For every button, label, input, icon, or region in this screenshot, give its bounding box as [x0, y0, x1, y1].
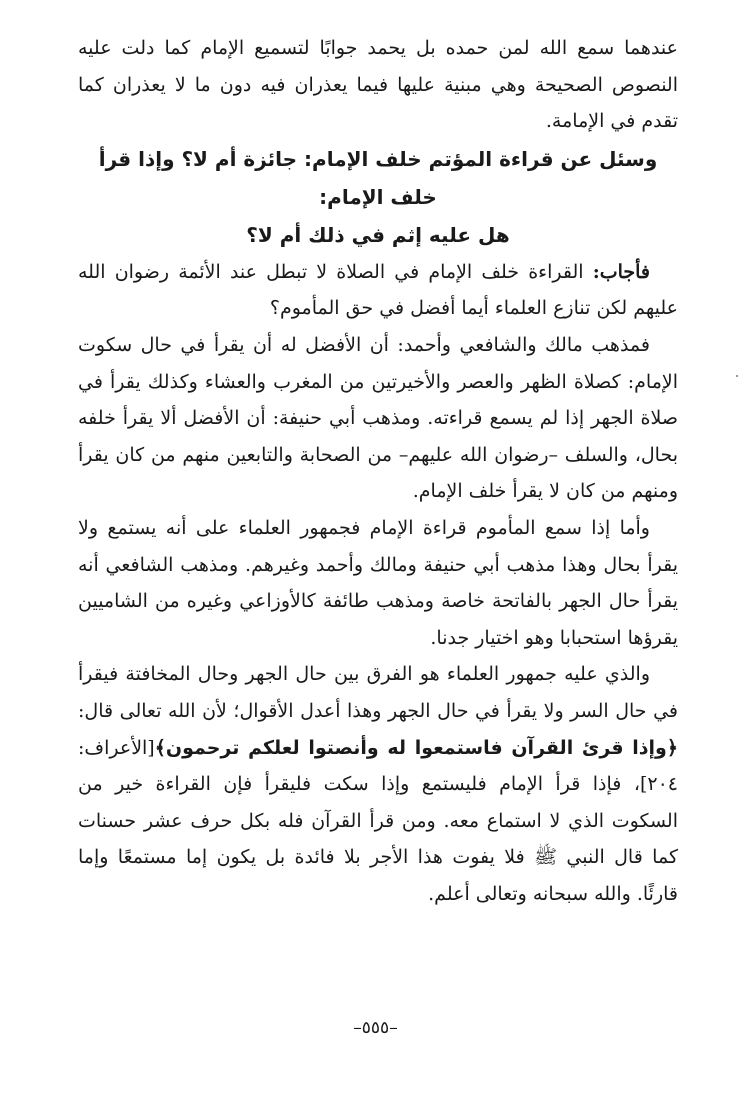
- question-heading-line-1: وسئل عن قراءة المؤتم خلف الإمام: جائزة أم لا؟ وإذا قرأ خلف الإمام:: [98, 146, 658, 209]
- intro-paragraph: عندهما سمع الله لمن حمده بل يحمد جوابًا لتسميع الإمام كما دلت عليه النصوص الصحيحة وهي مبنية عليها فيما يعذران فيه دون ما لا يعذران كما تقدم في الإمامة.: [78, 37, 678, 133]
- final-paragraph: [78, 656, 678, 912]
- answer-label: فأجاب:: [592, 260, 650, 283]
- answer-text: القراءة خلف الإمام في الصلاة لا تبطل عند الأئمة رضوان الله عليهم لكن تنازع العلماء أيما أفضل في حق المأموم؟: [78, 260, 678, 320]
- answer-paragraph: [78, 254, 678, 327]
- final-paragraph-after-verse: [الأعراف: ٢٠٤]، فإذا قرأ الإمام فليستمع وإذا سكت فليقرأ فإن القراءة خير من السكوت الذي لا استماع معه. ومن قرأ القرآن فله بكل حرف عشر حسنات كما قال النبي ﷺ فلا يفوت هذا الأجر بلا فائدة بل يكون إما مستمعًا وإما قارئًا. والله سبحانه وتعالى أعلم.: [78, 736, 678, 905]
- question-heading-line-2: هل عليه إثم في ذلك أم لا؟: [246, 222, 510, 247]
- madhahib-paragraph: فمذهب مالك والشافعي وأحمد: أن الأفضل له أن يقرأ في حال سكوت الإمام: كصلاة الظهر والعصر والأخيرتين من المغرب والعشاء وكذلك يقرأ في صلاة الجهر إذا لم يسمع قراءته. ومذهب أبي حنيفة: أن الأفضل ألا يقرأ خلفه بحال، والسلف –رضوان الله عليهم– من الصحابة والتابعين منهم من كان يقرأ ومنهم من كان لا يقرأ خلف الإمام.: [78, 333, 678, 503]
- final-paragraph-before-verse: والذي عليه جمهور العلماء هو الفرق بين حال الجهر وحال المخافتة فيقرأ في حال السر ولا يقرأ في حال الجهر وهذا أعدل الأقوال؛ لأن الله تعالى قال:: [78, 663, 678, 722]
- listening-paragraph: وأما إذا سمع المأموم قراءة الإمام فجمهور العلماء على أنه يستمع ولا يقرأ بحال وهذا مذهب أبي حنيفة ومالك وأحمد وغيرهم. ومذهب الشافعي أنه يقرأ حال الجهر بالفاتحة خاصة ومذهب طائفة كالأوزاعي وغيره من الشاميين يقرؤها استحبابا وهو اختيار جدنا.: [78, 516, 678, 649]
- page-number: –٥٥٥–: [353, 1018, 398, 1038]
- margin-mark: [736, 375, 738, 377]
- page-body: [78, 30, 678, 912]
- quran-verse: ﴿وإذا قرئ القرآن فاستمعوا له وأنصتوا لعلكم ترحمون﴾: [154, 736, 678, 759]
